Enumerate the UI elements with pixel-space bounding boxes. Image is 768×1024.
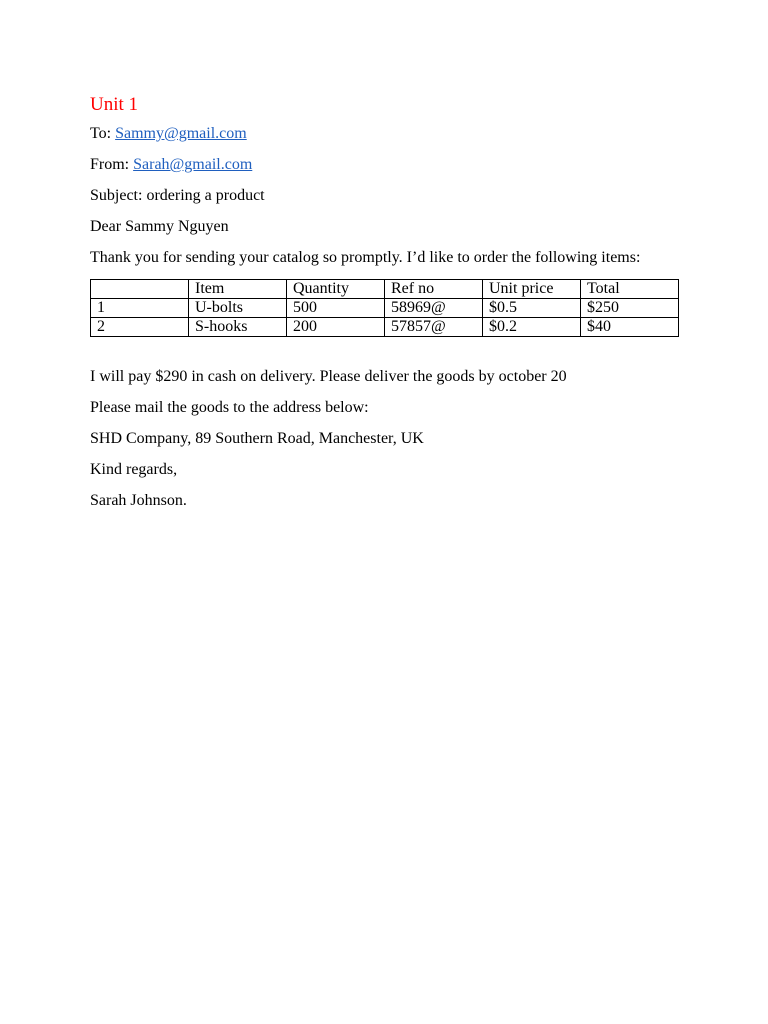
letter-page xyxy=(90,92,690,522)
order-table xyxy=(90,279,679,337)
table-cell: 200 xyxy=(287,318,385,337)
unit-heading: Unit 1 xyxy=(90,94,139,115)
table-cell: $40 xyxy=(581,318,679,337)
table-header-cell: Ref no xyxy=(385,280,483,299)
to-email-link[interactable]: Sammy@gmail.com xyxy=(115,125,247,142)
table-header-cell: Unit price xyxy=(483,280,581,299)
table-header-row xyxy=(91,280,679,299)
payment-paragraph: I will pay $290 in cash on delivery. Please deliver the goods by october 20 xyxy=(90,368,567,385)
table-row xyxy=(91,318,679,337)
from-line xyxy=(90,155,690,175)
to-label: To: xyxy=(90,125,112,142)
mail-instruction: Please mail the goods to the address below: xyxy=(90,399,369,416)
from-email-link[interactable]: Sarah@gmail.com xyxy=(133,156,253,173)
table-cell: $0.2 xyxy=(483,318,581,337)
table-header-cell: Item xyxy=(189,280,287,299)
table-cell: $250 xyxy=(581,299,679,318)
signature-line: Sarah Johnson. xyxy=(90,492,187,509)
table-header-cell xyxy=(91,280,189,299)
table-cell: U-bolts xyxy=(189,299,287,318)
table-cell: $0.5 xyxy=(483,299,581,318)
table-header-cell: Quantity xyxy=(287,280,385,299)
salutation: Dear Sammy Nguyen xyxy=(90,218,229,235)
closing-line: Kind regards, xyxy=(90,461,178,478)
table-cell: 58969@ xyxy=(385,299,483,318)
table-row xyxy=(91,299,679,318)
table-cell: 2 xyxy=(91,318,189,337)
table-header-cell: Total xyxy=(581,280,679,299)
intro-paragraph: Thank you for sending your catalog so promptly. I’d like to order the following items: xyxy=(90,249,641,266)
table-cell: 57857@ xyxy=(385,318,483,337)
subject-line: Subject: ordering a product xyxy=(90,187,265,204)
to-line xyxy=(90,124,690,144)
table-cell: 500 xyxy=(287,299,385,318)
address-line: SHD Company, 89 Southern Road, Manchester, UK xyxy=(90,430,424,447)
from-label: From: xyxy=(90,156,130,173)
table-cell: 1 xyxy=(91,299,189,318)
table-cell: S-hooks xyxy=(189,318,287,337)
